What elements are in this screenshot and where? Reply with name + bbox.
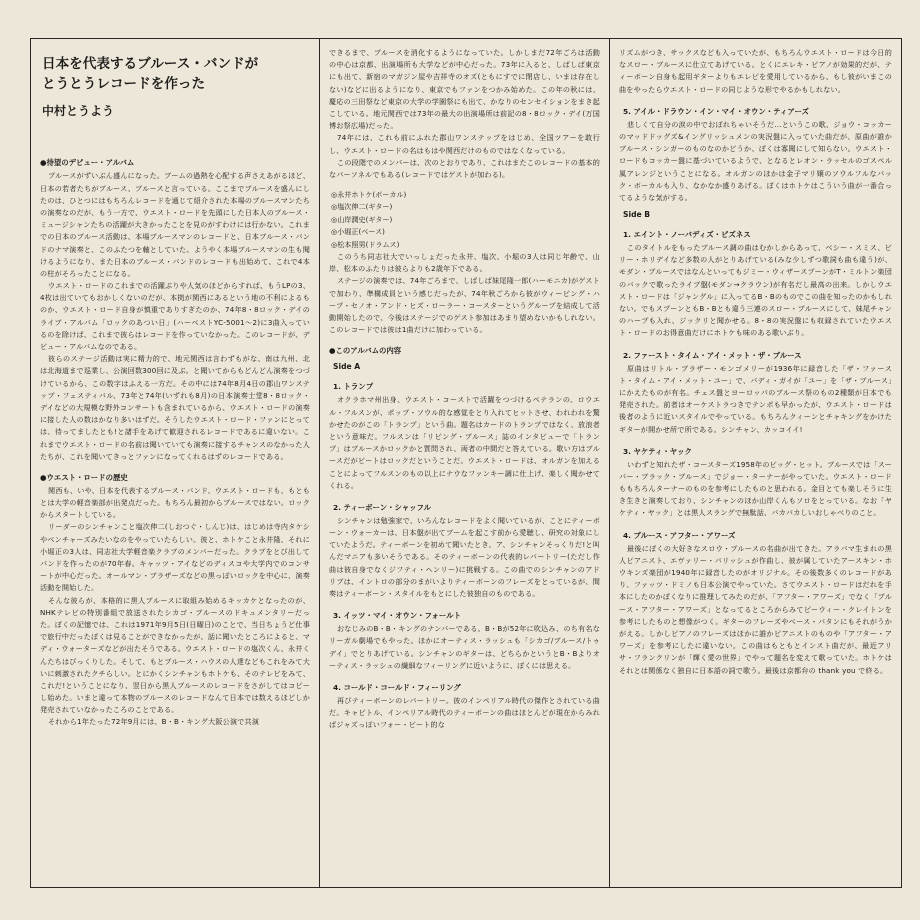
track-description: 原曲はリトル・ブラザー・モンゴメリーが1936年に録音した「ザ・ファースト・タイム・アイ・メット・ユー」で、バディ・ガイが「ユー」を「ザ・ブルース」にかえたものが有名。チェス盤とヨーロッパのブルース祭のもの2種類が日本でも発売された。前者はオーケストラつきでテンポも早かったが、ウエスト・ロードは後者のように近いスタイルでやっている。もちろんクィーンとチャキングをかけたギターが開かせ所で所である。シンチャン、カッコイイ! — [619, 363, 892, 434]
article-title — [42, 55, 310, 94]
track-description: 悲しくて自分の涙の中でおぼれちゃいそうだ…というこの歌、ジョウ・コッカーのマッドドッグズ&イングリッシュメンの実況盤に入っていた曲だが、原曲が誰かブルース・シンガーのものなのかどうか、ぼくは寡聞にして知らない。ウエスト・ロードもコッカー盤に基づいているようで、となるとレオン・ラッセルのゴスペル風アレンジということになる。オルガンのほかは金子マリ嬢のソウルフルなバック・ボーカルも入り、なかなか盛りあげる。ぼくはホトケはこういう曲が一番合ってるような気がする。 — [619, 119, 892, 202]
paragraph: 74年には、これも前にふれた郡山ワンステップをはじめ、全国ツアーを敢行し、ウエスト・ロードの名はもはや関西だけのものではなくなっている。 — [329, 133, 600, 155]
track-description: 再びティーボーンのレパートリー。彼のインペリアル時代の傑作とされている曲だ。キャピトル、インペリアル時代のティーボーンの曲はほとんどが現在からみればジャズっぽいフォー・ビート的な — [329, 695, 600, 730]
title-line-2: とうとうレコードを作った — [42, 75, 206, 92]
track-title: 3. ヤケティ・ヤック — [623, 446, 692, 456]
paragraph: この段階でのメンバーは、次のとおりであり、これはまたこのレコードの基本的なパーソネルでもある(レコードではゲストが加わる)。 — [329, 157, 600, 179]
author-name: 中村とうよう — [42, 104, 115, 119]
text-frame — [30, 38, 902, 888]
paragraph: 彼らのステージ活動は実に精力的で、地元関西は言わずもがな、南は九州、北は北海道まで巡業し、公演回数300回に及ぶ。と聞いてからもどんどん演奏をつづけているから、この数字はふえる一方だ。その中には74年8月4日の郡山ワンステップ・フェスティバル、73年と74年(いずれも8月)の日本演奏士堂8・8ロック・デイなどの大規模な野外コンサートも含まれているから、ウエスト・ロードの演奏に接した人の数はかなり多いはずだ。そうしたウエスト・ロード・ファンにとっては、待ってましたとも!と諸手をあげて歓迎されるレコードであるに違いない。これまでウエスト・ロードの名前は聞いていても演奏に接するチャンスのなかった人たちが、これを聞いてきっとファンになってくれるはずのレコードである。 — [40, 354, 310, 461]
side-b-label: Side B — [623, 210, 651, 220]
section-heading-history: ●ウエスト・ロードの歴史 — [40, 472, 128, 482]
section-heading-contents: ●このアルバムの内容 — [329, 346, 402, 356]
paragraph: そんな彼らが、本格的に黒人ブルースに取組み始めるキッカケとなったのが、NHKテレビの特別番組で放送されたシカゴ・ブルースのドキュメンタリーだった。ぼくの記憶では、これは1971年9月5日(日曜日)のことで、当日ちょうど仕事で旅行中だったぼくは見ることができなかったが、話に聞いたところによると、マディ・ウォーターズなどが出たそうである。ウエスト・ロードの塩次くん、永井くんたちはびっくりした。そして、もとブルース・ハウスの人達などもこれをみて大いに刺激されたクチらしい。とにかくシンチャンもホトケも、そのテレビをみて、これだ!ということになり、翌日から黒人ブルースのレコードをさがしてはコピーし始めた。いまと違って本物のブルースのレコードなんて日本では数えるほどしか発売されていなかったころのことである。 — [40, 595, 310, 715]
track-title: 1. トランプ — [333, 382, 374, 392]
paragraph: リーダーのシンチャンこと塩次伸二(しおつぐ・しんじ)は、はじめは寺内タケシやベンチャーズみたいなのをやっていたらしい。彼と、ホトケこと永井隆、それに小堀正の3人は、同志社大学軽音楽クラブのメンバーだった。クラブをとび出してバンドを作ったのが70年春。キャッツ・アイなどのディスコや大学内でのコンサートが中心だった。オールマン・ブラザーズなどの黒っぽいロックを中心に、演奏活動を開始した。 — [40, 522, 310, 593]
paragraph: 関西も、いや、日本を代表するブルース・バンド、ウエスト・ロードも、もともとは大学の軽音楽部が出発点だった。もちろん最初からブルースではない。ロックからスタートしている。 — [40, 485, 310, 520]
column-1 — [31, 39, 319, 887]
column-2 — [319, 39, 609, 887]
paragraph: ウエスト・ロードのこれまでの活躍ぶりや人気のほどからすれば、もうLPの3、4枚は出ていてもおかしくないのだが、本拠が関西にあるという地の不利によるものか、ウエスト・ロード自身が慎重でありすぎたのか、74年8・8ロック・デイのライブ・アルバム「ロックのあつい日」(ハーベストYC-5001〜2)に3曲入っているのを除けば、これまで彼らはレコードを作っていなかった。このレコードが、デビュー・アルバムなのである。 — [40, 281, 310, 352]
track-description: いわずと知れたザ・コースターズ1958年のビッグ・ヒット。ブルースでは「スーパー・ブラック・ブルース」でジョー・ターナーがやっていた。ウエスト・ロードももちろんターナーのものを参考にしたものと思われる。金目とても楽しそうに生き生きと演奏しており、シンチャンのほか山岸くんもソロをとっている。なお「ヤケティ・ヤック」とは黒人スラングで無駄話、バカバカしいおしゃべりのこと。 — [619, 459, 892, 518]
track-title: 1. エイント・ノーバディズ・ビズネス — [623, 230, 751, 240]
side-a-label: Side A — [333, 362, 361, 372]
paragraph: それから1年たった72年9月には、B・B・キング大阪公演で共演 — [48, 717, 260, 727]
member-list-item: ◎小堀正(ベース) — [331, 227, 385, 237]
track-description: このタイトルをもったブルース調の曲はむかしからあって、ベシー・スミス、ビリー・ホリデイなど多数の人がとりあげている(みな少しずつ歌詞も曲も違う)が、モダン・ブルースではなんといってもジミー・ウィザースプーンがT・ミルトン楽団のバックで歌ったライブ盤(モダン→クラウン)が有名だし最高の出来。しかしウエスト・ロードは「ジャングル」に入ってるB・Bのものでこの曲を知ったのかもしれない。でもスプーンともB・Bとも違う三連のスロー・ブルースにして、妹尾チャンのハープも入れ、ジックリと聞かせる。8・8の実況盤にも収録されていたウエスト・ロードのお得意曲だけにホトケも味のある歌いぶり。 — [619, 243, 892, 338]
section-heading-debut: ●待望のデビュー・アルバム — [40, 158, 135, 168]
track-title: 4. ブルース・アフター・アワーズ — [623, 530, 736, 540]
member-list-item: ◎塩次伸二(ギター) — [331, 202, 393, 212]
paragraph: このうち同志社大でいっしょだった永井、塩次、小堀の3人は同じ年齢で、山岸、松本のふたりは彼らよりも2歳年下である。 — [329, 252, 600, 274]
title-line-1: 日本を代表するブルース・バンドが — [42, 56, 259, 72]
track-description: おなじみのB・B・キングのナンバーである。B・Bが52年に吹込み、のち有名なリーガル劇場でもやった。ほかにオーティス・ラッシュも「シカゴ/ブルース/トゥデイ」でとりあげている。シンチャンのギターは、どちらかというとB・Bよりオーティス・ラッシュの繊細なフィーリングに近いように、ぼくには思える。 — [329, 624, 600, 670]
paragraph: ステージの演奏では、74年ごろまで、しばしば妹尾隆一郎(ハーモニカ)がゲストで加わり、準構成員という感じだったが、74年秋ごろから彼がウィーピング・ハープ・セノオ・アンド・ヒズ・ローラー・コースターというグループを結成して活動開始したので、今後はステージでのゲスト参加はあまり望めないかもしれない。このレコードでは彼は1曲だけに加わっている。 — [329, 276, 600, 335]
paragraph: できるまで、ブルースを消化するようになっていた。しかしまだ72年ごろは活動の中心は京都、出演場所も大学などが中心だった。73年に入ると、しばしば東京にも出て、新宿のマガジン屋や吉祥寺のオズ(ともにすでに閉店し、いまは存在しない)などに出るようになり、東京でもファンをつかみ始めた。この年の秋には、慶応の三田祭など東京の大学の学園祭にも出て、かなりのセンセイションをまき起こしている。地元関西では73年の最大の出演場所は前記の8・8ロック・デイ(万国博お祭広場)だった。 — [329, 48, 600, 131]
paragraph: ブルースがずいぶん盛んになった。ブームの過熱を心配する声さえあがるほど、日本の若者たちがブルース、ブルースと言っている。ここまでブルースを盛んにしたのは、ひとつにはもちろんレコードを通じて紹介された本場のブルースマンたちの演奏なのだが、もう一方で、ウエスト・ロードを先頭にした日本人のブルース・ミュージシャンたちの活躍が大きかったことを見のがすわけには行かない。これまでの日本のブルース活動は、本場ブルースマンのレコードと、日本ブルース・バンドのナマ演奏と、このふたつを軸としていた。ようやく本場ブルースマンの生も聞けるようになり、また日本のブルース・バンドのレコードも出始めて、これで4本の柱がそろったことになる。 — [40, 171, 310, 278]
member-list-item: ◎松本照男(ドラムス) — [331, 239, 400, 249]
track-description: オクラホマ州出身、ウエスト・コーストで活躍をつづけるペテランの、ロウエル・フルスンが、ポップ・ソウル的な感覚をとり入れてヒットさせ、われわれを驚かせたのがこの「トランプ」という曲。題名はカードのトランプではなく、放浪者という意味だ。フルスンは「リビング・ブルース」誌のインタビューで「トランプ」はブルースかロックかと質問され、両者の中間だと答えている。歌い方はブルースだがビートはロックだということだ。ウエスト・ロードは、オルガンを加えることによってフルスンのもの以上にナウなファンキー調に仕上げ、楽しく聞かせてくれる。 — [329, 395, 600, 490]
member-list-item: ◎山岸潤史(ギター) — [331, 214, 393, 224]
track-title: 2. ファースト・タイム・アイ・メット・ザ・ブルース — [623, 350, 802, 360]
track-description: 最後にぼくの大好きなスロウ・ブルースの名曲が出てきた。アラバマ生まれの黒人ピアニスト、エヴァリー・パリッシュが作曲し、彼が属していたアースキン・ホウキンズ楽団が1940年に録音したのがオリジナル。その後数多くのレコードがあり、ファッツ・ドミノも日本公演でやっていた。さてウエスト・ロードはだれを手本にしたのかぼくなりに推理してみたのだが、「アフター・アワーズ」でなく「ブルース・アフター・アワーズ」となってるところからみてピーウィー・クレイトンを参考にしたものと想像がつく。ギターのフレーズやベース・パタンにもそれがうかがえる。しかしピアノのフレーズはほかに誰かピアニストのものや「アフター・アワーズ」を参考にしたに違いない。この曲はもともとインスト曲だが、最近アリサ・フランクリンが「輝く愛の世界」でやって題名を変えて歌っていた。ホトケはそれとは関係なく独自に日本語の詞で歌う。最後は京都弁の thank you で終る。 — [619, 543, 892, 675]
track-title: 3. イッツ・マイ・オウン・フォールト — [333, 611, 461, 621]
track-title: 2. ティーボーン・シャッフル — [333, 502, 432, 512]
member-list-item: ◎永井ホトケ(ボーカル) — [331, 190, 407, 200]
track-title: 5. アイル・ドラウン・イン・マイ・オウン・ティアーズ — [623, 106, 809, 116]
track-title: 4. コールド・コールド・フィーリング — [333, 682, 461, 692]
paragraph: リズムがつき、サックスなども入っていたが、もちろんウエスト・ロードは今日的なスロー・ブルースに仕立てあげている。とくにエレキ・ピアノが効果的だが、ティーボーン自身も起用ギターよりもエレピを愛用しているから、もし彼がいまこの曲をやったらウエスト・ロードの同じような形でやるかもしれない。 — [619, 48, 892, 94]
column-3 — [609, 39, 901, 887]
track-description: シンチャンは勉強家で、いろんなレコードをよく聞いているが、ことにティーボーン・ウォーカーは、日本盤が出てブームを起こす前から愛聴し、研究の対象にしていたようだ。ティーボーンを初めて聞いたとき、ア、シンチャンそっくりだ!と叫んだマニアも多いそうである。そのティーボーンの代表的レパートリー(ただし作曲は彼自身でなくジフティ・ヘンリー)に挑戦する。この曲でのシンチャンのアドリブは、イントロの部分のまがいよりティーボーンのフレーズをとっているが、間奏はティーボーン・スタイルをもとにした彼独自のものである。 — [329, 515, 600, 599]
